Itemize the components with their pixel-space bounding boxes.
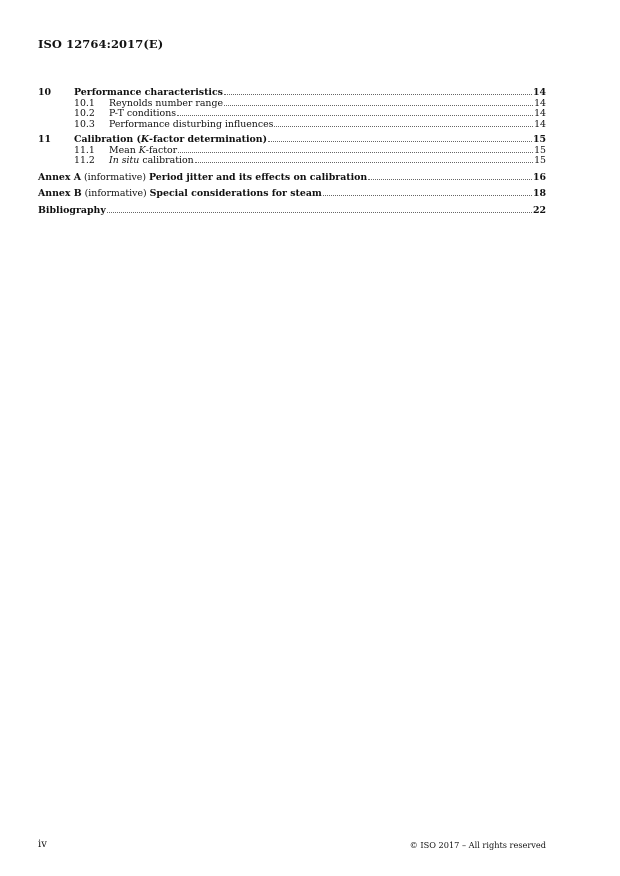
toc-leader xyxy=(274,126,533,127)
toc-leader xyxy=(107,212,532,213)
toc-leader xyxy=(268,141,532,142)
toc-entry-10[interactable] xyxy=(38,88,546,99)
toc-entry-11-2[interactable] xyxy=(38,156,546,167)
toc-entry-title: Performance characteristics xyxy=(74,87,223,98)
table-of-contents xyxy=(38,88,546,216)
document-header: ISO 12764:2017(E) xyxy=(38,37,164,51)
toc-leader xyxy=(224,94,532,95)
toc-entry-page: 16 xyxy=(532,171,546,183)
toc-entry-10-2[interactable] xyxy=(38,109,546,120)
toc-leader xyxy=(177,115,533,116)
toc-entry-page: 15 xyxy=(534,155,546,166)
toc-leader xyxy=(195,162,533,163)
toc-entry-title: P-T conditions xyxy=(109,108,177,119)
toc-entry-title: Performance disturbing influences xyxy=(109,118,274,130)
toc-leader xyxy=(224,105,533,106)
toc-entry-title: Calibration (K-factor determination) xyxy=(74,134,268,145)
toc-entry-page: 18 xyxy=(532,188,546,199)
toc-entry-page: 22 xyxy=(532,204,546,216)
toc-entry-number: 11.2 xyxy=(74,155,95,166)
toc-entry-number: 10.3 xyxy=(74,118,95,130)
toc-entry-number: 11 xyxy=(38,134,52,145)
toc-entry-number: 10.1 xyxy=(74,97,95,109)
toc-entry-page: 14 xyxy=(532,87,546,98)
toc-entry-title: Annex A (informative) Period jitter and its effects on calibration xyxy=(38,171,368,183)
toc-entry-page: 14 xyxy=(534,108,546,119)
toc-entry-page: 15 xyxy=(534,144,546,156)
toc-entry-title: In situ calibration xyxy=(109,155,194,166)
toc-entry-page: 15 xyxy=(532,134,546,145)
toc-entry-annex-a[interactable] xyxy=(38,173,546,184)
toc-entry-title: Bibliography xyxy=(38,204,106,216)
toc-leader xyxy=(368,179,532,180)
toc-entry-10-3[interactable] xyxy=(38,120,546,131)
toc-entry-title: Annex B (informative) Special considerations for steam xyxy=(38,188,322,199)
toc-entry-page: 14 xyxy=(534,97,546,109)
toc-entry-bibliography[interactable] xyxy=(38,206,546,217)
toc-entry-number: 10.2 xyxy=(74,108,95,119)
toc-leader xyxy=(323,195,532,196)
toc-entry-title: Mean K-factor xyxy=(109,144,178,156)
toc-entry-number: 11.1 xyxy=(74,144,95,156)
toc-entry-number: 10 xyxy=(38,87,52,98)
toc-entry-title: Reynolds number range xyxy=(109,97,224,109)
toc-entry-page: 14 xyxy=(534,118,546,130)
toc-leader xyxy=(178,152,533,153)
footer-copyright: © ISO 2017 – All rights reserved xyxy=(409,840,546,850)
footer-page-number: iv xyxy=(38,839,47,850)
toc-entry-annex-b[interactable] xyxy=(38,189,546,200)
